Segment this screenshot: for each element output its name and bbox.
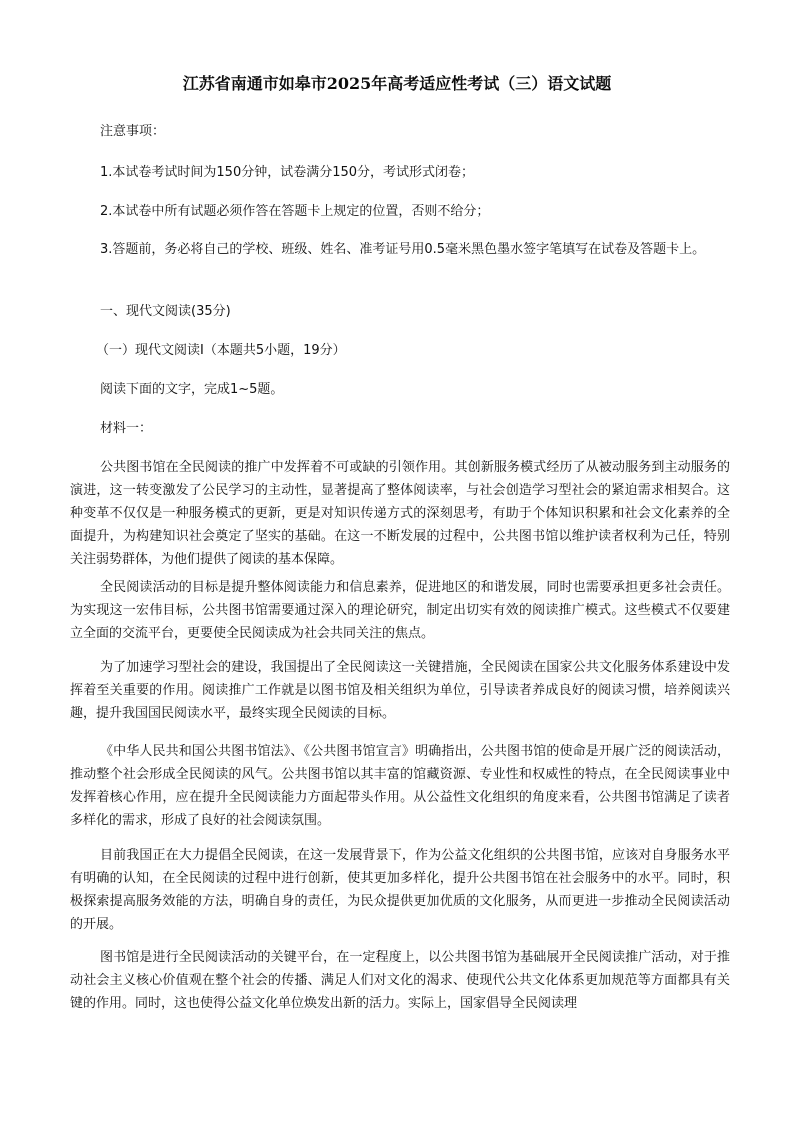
notice-item-3: 3.答题前，务必将自己的学校、班级、姓名、准考证号用0.5毫米黑色墨水签字笔填写在试卷及答题卡上。	[100, 242, 706, 257]
notice-heading: 注意事项：	[100, 124, 166, 139]
section-heading: 一、现代文阅读(35分)	[100, 304, 231, 319]
notice-item-1: 1.本试卷考试时间为150分钟，试卷满分150分，考试形式闭卷；	[100, 165, 475, 180]
section-subheading: （一）现代文阅读Ⅰ（本题共5小题，19分）	[96, 343, 346, 358]
material-label: 材料一：	[100, 421, 153, 436]
notice-item-2: 2.本试卷中所有试题必须作答在答题卡上规定的位置，否则不给分；	[100, 204, 490, 219]
body-paragraph-4: 《中华人民共和国公共图书馆法》、《公共图书馆宣言》明确指出，公共图书馆的使命是开展广泛的阅读活动，推动整个社会形成全民阅读的风气。公共图书馆以其丰富的馆藏资源、专业性和权威性的特点，在全民阅读事业中发挥着核心作用，应在提升全民阅读能力方面起带头作用。从公益性文化组织的角度来看，公共图书馆满足了读者多样化的需求，形成了良好的社会阅读氛围。	[70, 744, 730, 828]
body-paragraph-6: 图书馆是进行全民阅读活动的关键平台，在一定程度上，以公共图书馆为基础展开全民阅读推广活动，对于推动社会主义核心价值观在整个社会的传播、满足人们对文化的渴求、使现代公共文化体系更加规范等方面都具有关键的作用。同时，这也使得公益文化单位焕发出新的活力。实际上，国家倡导全民阅读理	[70, 950, 730, 1011]
body-paragraph-5: 目前我国正在大力提倡全民阅读，在这一发展背景下，作为公益文化组织的公共图书馆，应该对自身服务水平有明确的认知，在全民阅读的过程中进行创新，使其更加多样化，提升公共图书馆在社会服务中的水平。同时，积极探索提高服务效能的方法，明确自身的责任，为民众提供更加优质的文化服务，从而更进一步推动全民阅读活动的开展。	[70, 848, 730, 932]
body-paragraph-3: 为了加速学习型社会的建设，我国提出了全民阅读这一关键措施，全民阅读在国家公共文化服务体系建设中发挥着至关重要的作用。阅读推广工作就是以图书馆及相关组织为单位，引导读者养成良好的阅读习惯，培养阅读兴趣，提升我国国民阅读水平，最终实现全民阅读的目标。	[70, 660, 730, 721]
exam-title: 江苏省南通市如皋市2025年高考适应性考试（三）语文试题	[182, 74, 612, 93]
body-paragraph-2: 全民阅读活动的目标是提升整体阅读能力和信息素养，促进地区的和谐发展，同时也需要承担更多社会责任。为实现这一宏伟目标，公共图书馆需要通过深入的理论研究，制定出切实有效的阅读推广模式。这些模式不仅要建立全面的交流平台，更要使全民阅读成为社会共同关注的焦点。	[70, 580, 730, 641]
reading-instruction: 阅读下面的文字，完成1~5题。	[100, 382, 284, 397]
body-paragraph-1: 公共图书馆在全民阅读的推广中发挥着不可或缺的引领作用。其创新服务模式经历了从被动服务到主动服务的演进，这一转变激发了公民学习的主动性，显著提高了整体阅读率，与社会创造学习型社会的紧迫需求相契合。这种变革不仅仅是一种服务模式的更新，更是对知识传递方式的深刻思考，有助于个体知识积累和社会文化素养的全面提升，为构建知识社会奠定了坚实的基础。在这一不断发展的过程中，公共图书馆以维护读者权利为己任，特别关注弱势群体，为他们提供了阅读的基本保障。	[70, 460, 730, 567]
